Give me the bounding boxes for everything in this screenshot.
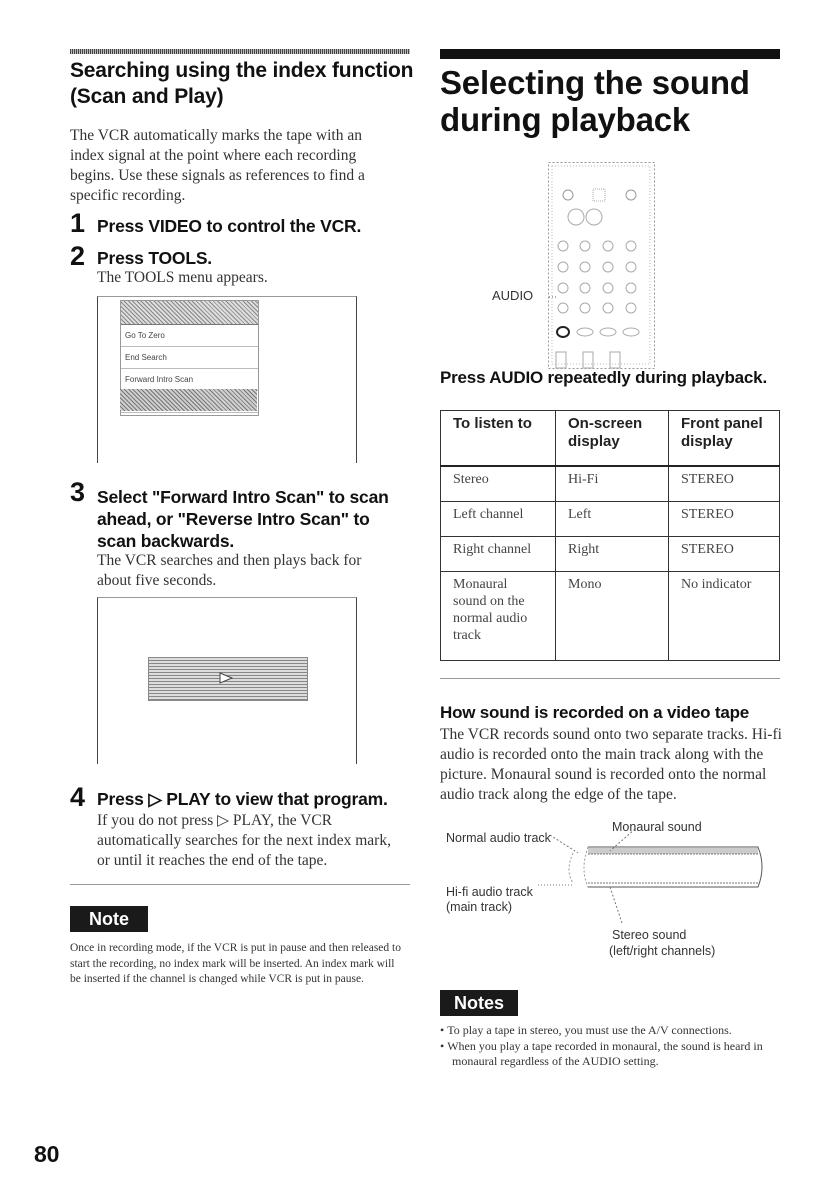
table-cell: No indicator: [669, 572, 780, 661]
table-cell: Stereo: [441, 466, 556, 502]
audio-button-label: AUDIO: [492, 288, 534, 303]
notes-item-text: To play a tape in stereo, you must use the A/V connections.: [447, 1023, 732, 1037]
step-4-title: Press ▷ PLAY to view that program.: [97, 789, 388, 809]
table-row: [441, 537, 780, 572]
scan-screen: [97, 597, 357, 764]
tools-menu-footer: [120, 389, 257, 411]
table-header: To listen to: [441, 411, 556, 467]
table-cell: Left: [556, 502, 669, 537]
step-2-desc: The TOOLS menu appears.: [97, 269, 268, 286]
step-1-number: 1: [70, 208, 85, 238]
table-row: [441, 572, 780, 661]
table-cell: Mono: [556, 572, 669, 661]
left-header-rule: [70, 49, 410, 54]
table-cell: Monaural sound on the normal audio track: [441, 572, 556, 661]
tools-menu-item: Go To Zero: [121, 325, 258, 347]
recording-description: The VCR records sound onto two separate tracks. Hi-fi audio is recorded onto the main track along with the picture. Monaural sound is recorded onto the normal audio track along the edge of the tape.: [440, 726, 782, 803]
hifi-audio-track-label: Hi-fi audio track: [446, 885, 533, 899]
notes-item: • When you play a tape recorded in monaural, the sound is heard in monaural regardless of the AUDIO setting.: [440, 1038, 763, 1068]
note-text: Once in recording mode, if the VCR is put in pause and then released to start the recording, no index mark will be inserted. An index mark will be inserted if the channel is changed while VCR is put in pause.: [70, 942, 401, 985]
table-cell: Right: [556, 537, 669, 572]
notes-item-text: When you play a tape recorded in monaural, the sound is heard in monaural regardless of the AUDIO setting.: [447, 1038, 763, 1068]
step-4-number: 4: [70, 782, 85, 812]
left-divider: [70, 884, 410, 885]
notes-item: • To play a tape in stereo, you must use the A/V connections.: [440, 1023, 732, 1037]
table-cell: Right channel: [441, 537, 556, 572]
table-cell: STEREO: [669, 537, 780, 572]
table-header: Front panel display: [669, 411, 780, 467]
step-3-title: Select "Forward Intro Scan" to scan ahead, or "Reverse Intro Scan" to scan backwards.: [97, 487, 389, 551]
tools-menu-item: Forward Intro Scan: [121, 369, 258, 391]
right-section-title: Selecting the sound during playback: [440, 64, 750, 138]
step-4-desc: If you do not press ▷ PLAY, the VCR automatically searches for the next index mark, or until it reaches the end of the tape.: [97, 812, 391, 869]
sound-table: [440, 410, 780, 661]
right-header-rule: [440, 49, 780, 59]
tools-menu-header: [121, 301, 258, 325]
table-row: [441, 466, 780, 502]
recording-subheading: How sound is recorded on a video tape: [440, 703, 750, 722]
right-divider: [440, 678, 780, 679]
left-section-title: Searching using the index function (Scan and Play): [70, 59, 414, 108]
page-number: 80: [34, 1141, 60, 1167]
step-3-desc: The VCR searches and then plays back for about five seconds.: [97, 552, 362, 589]
play-arrow-icon: [219, 672, 233, 684]
notes-list: [440, 1023, 785, 1070]
step-3-number: 3: [70, 477, 85, 507]
table-header-row: [441, 411, 780, 467]
table-cell: STEREO: [669, 502, 780, 537]
table-cell: Hi-Fi: [556, 466, 669, 502]
tools-menu-screen: [97, 296, 357, 463]
notes-badge: Notes: [440, 990, 518, 1016]
channels-label: (left/right channels): [609, 944, 716, 958]
note-badge: Note: [70, 906, 148, 932]
stereo-sound-label: Stereo sound: [612, 928, 687, 942]
remote-control-icon: [548, 162, 688, 370]
main-track-label: (main track): [446, 900, 512, 914]
table-cell: Left channel: [441, 502, 556, 537]
step-2-title: Press TOOLS.: [97, 248, 212, 268]
monaural-sound-label: Monaural sound: [612, 820, 702, 834]
tools-menu-item: End Search: [121, 347, 258, 369]
step-2-number: 2: [70, 241, 85, 271]
table-header: On-screen display: [556, 411, 669, 467]
left-intro: The VCR automatically marks the tape with an index signal at the point where each recording begins. Use these signals as references to find a specific recording.: [70, 127, 365, 204]
audio-instruction: Press AUDIO repeatedly during playback.: [440, 368, 767, 387]
normal-audio-track-label: Normal audio track: [446, 831, 551, 845]
step-1-title: Press VIDEO to control the VCR.: [97, 216, 362, 236]
table-row: [441, 502, 780, 537]
table-cell: STEREO: [669, 466, 780, 502]
